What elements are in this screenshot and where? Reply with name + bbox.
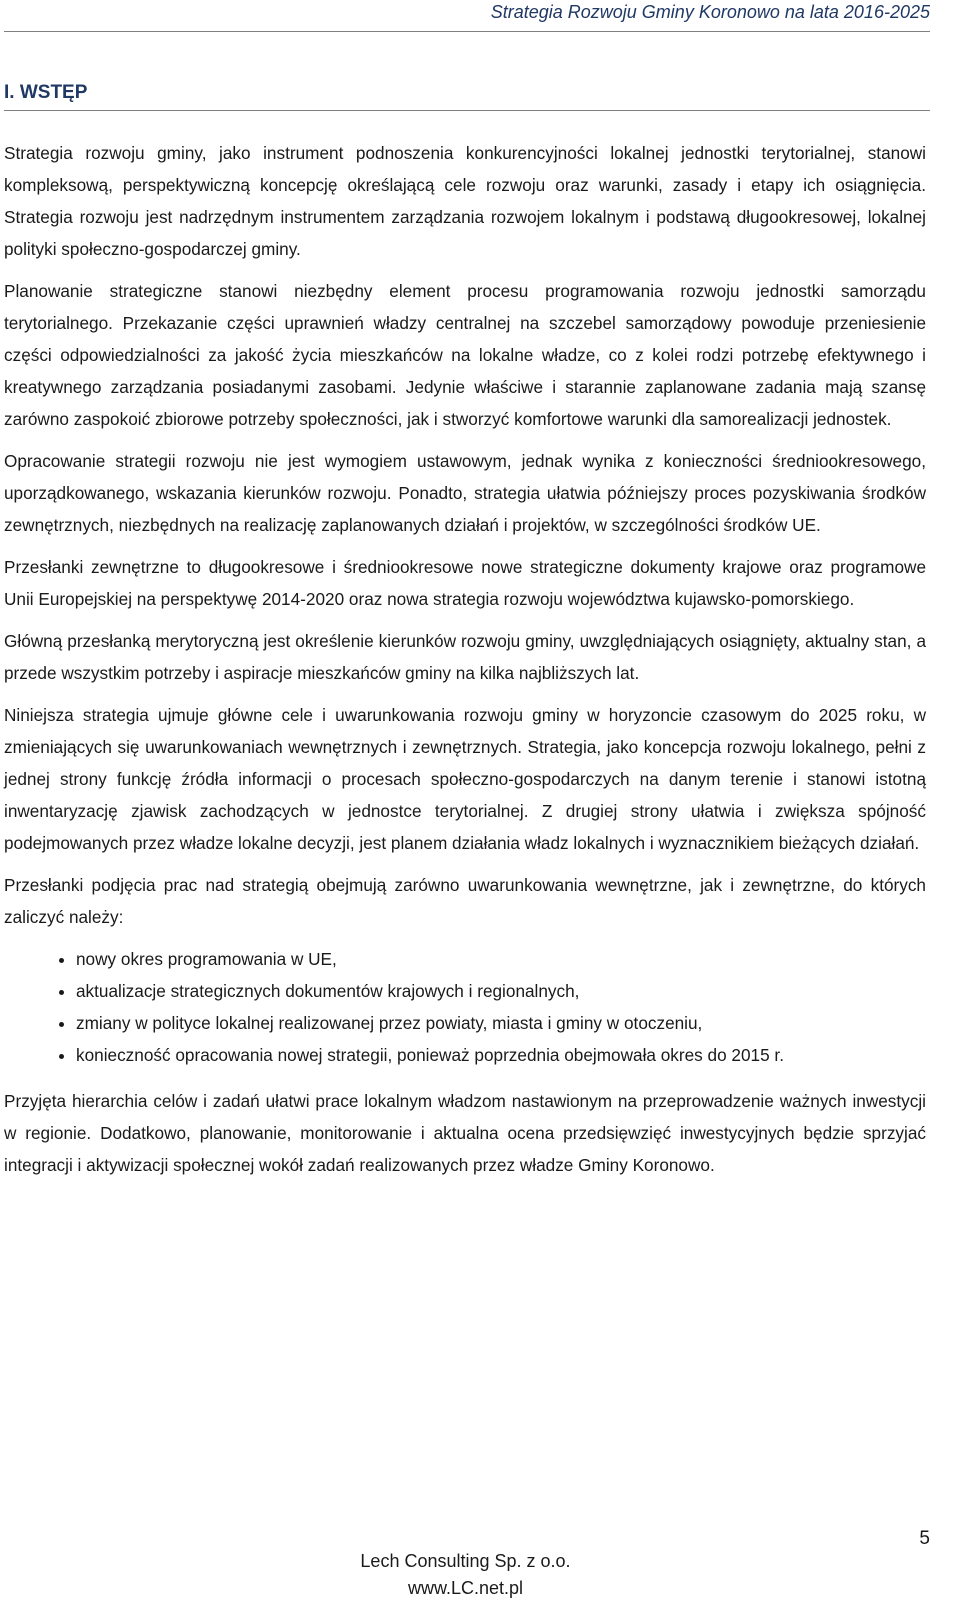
paragraph-7: Przesłanki podjęcia prac nad strategią obejmują zarówno uwarunkowania wewnętrzne, jak i zewnętrzne, do których zaliczyć należy: bbox=[4, 875, 926, 927]
section-heading: I. WSTĘP bbox=[4, 82, 88, 103]
paragraph-3: Opracowanie strategii rozwoju nie jest wymogiem ustawowym, jednak wynika z konieczności średniookresowego, uporządkowanego, wskazania kierunków rozwoju. Ponadto, strategia ułatwia późniejszy proces pozyskiwania środków zewnętrznych, niezbędnych na realizację zaplanowanych działań i projektów, w szczególności środków UE. bbox=[4, 451, 926, 535]
bullet-list bbox=[4, 943, 926, 1071]
heading-divider bbox=[4, 110, 930, 111]
paragraph-6: Niniejsza strategia ujmuje główne cele i uwarunkowania rozwoju gminy w horyzoncie czasowym do 2025 roku, w zmieniających się uwarunkowaniach wewnętrznych i zewnętrznych. Strategia, jako koncepcja rozwoju lokalnego, pełni z jednej strony funkcję źródła informacji o procesach społeczno-gospodarczych na danym terenie i stanowi istotną inwentaryzację zjawisk zachodzących w jednostce terytorialnej. Z drugiej strony ułatwia i zwiększa spójność podejmowanych przez władze lokalne decyzji, jest planem działania władz lokalnych i wyznacznikiem bieżących działań. bbox=[4, 705, 926, 853]
bullet-item: • aktualizacje strategicznych dokumentów krajowych i regionalnych, bbox=[76, 975, 926, 1007]
bullet-item: • zmiany w polityce lokalnej realizowanej przez powiaty, miasta i gminy w otoczeniu, bbox=[76, 1007, 926, 1039]
footer bbox=[0, 1548, 931, 1602]
bullet-item: • nowy okres programowania w UE, bbox=[76, 943, 926, 975]
running-header-title: Strategia Rozwoju Gminy Koronowo na lata 2016-2025 bbox=[490, 2, 930, 22]
paragraph-2: Planowanie strategiczne stanowi niezbędny element procesu programowania rozwoju jednostki samorządu terytorialnego. Przekazanie części uprawnień władzy centralnej na szczebel samorządowy powoduje przeniesienie części odpowiedzialności za jakość życia mieszkańców na lokalne władze, co z kolei rodzi potrzebę efektywnego i kreatywnego zarządzania posiadanymi zasobami. Jedynie właściwe i starannie zaplanowane zadania mają szansę zarówno zaspokoić zbiorowe potrzeby społeczności, jak i stworzyć komfortowe warunki dla samorealizacji jednostek. bbox=[4, 281, 926, 429]
paragraph-1: Strategia rozwoju gminy, jako instrument podnoszenia konkurencyjności lokalnej jednostki terytorialnej, stanowi kompleksową, perspektywiczną koncepcję określającą cele rozwoju oraz warunki, zasady i etapy ich osiągnięcia. Strategia rozwoju jest nadrzędnym instrumentem zarządzania rozwojem lokalnym i podstawą długookresowej, lokalnej polityki społeczno-gospodarczej gminy. bbox=[4, 143, 926, 259]
page-number: 5 bbox=[919, 1528, 930, 1549]
bullet-item: • konieczność opracowania nowej strategii, ponieważ poprzednia obejmowała okres do 2015 r. bbox=[76, 1039, 926, 1071]
closing-paragraph: Przyjęta hierarchia celów i zadań ułatwi prace lokalnym władzom nastawionym na przeprowadzenie ważnych inwestycji w regionie. Dodatkowo, planowanie, monitorowanie i aktualna ocena przedsięwzięć inwestycyjnych będzie sprzyjać integracji i aktywizacji społecznej wokół zadań realizowanych przez władze Gminy Koronowo. bbox=[4, 1091, 926, 1175]
paragraph-4: Przesłanki zewnętrzne to długookresowe i średniookresowe nowe strategiczne dokumenty krajowe oraz programowe Unii Europejskiej na perspektywę 2014-2020 oraz nowa strategia rozwoju województwa kujawsko-pomorskiego. bbox=[4, 557, 926, 609]
footer-website: www.LC.net.pl bbox=[407, 1578, 524, 1598]
footer-company: Lech Consulting Sp. z o.o. bbox=[360, 1551, 571, 1571]
header-divider bbox=[4, 31, 930, 32]
paragraph-5: Główną przesłanką merytoryczną jest określenie kierunków rozwoju gminy, uwzględniających osiągnięty, aktualny stan, a przede wszystkim potrzeby i aspiracje mieszkańców gminy na kilka najbliższych lat. bbox=[4, 631, 926, 683]
document-body bbox=[4, 137, 926, 1191]
